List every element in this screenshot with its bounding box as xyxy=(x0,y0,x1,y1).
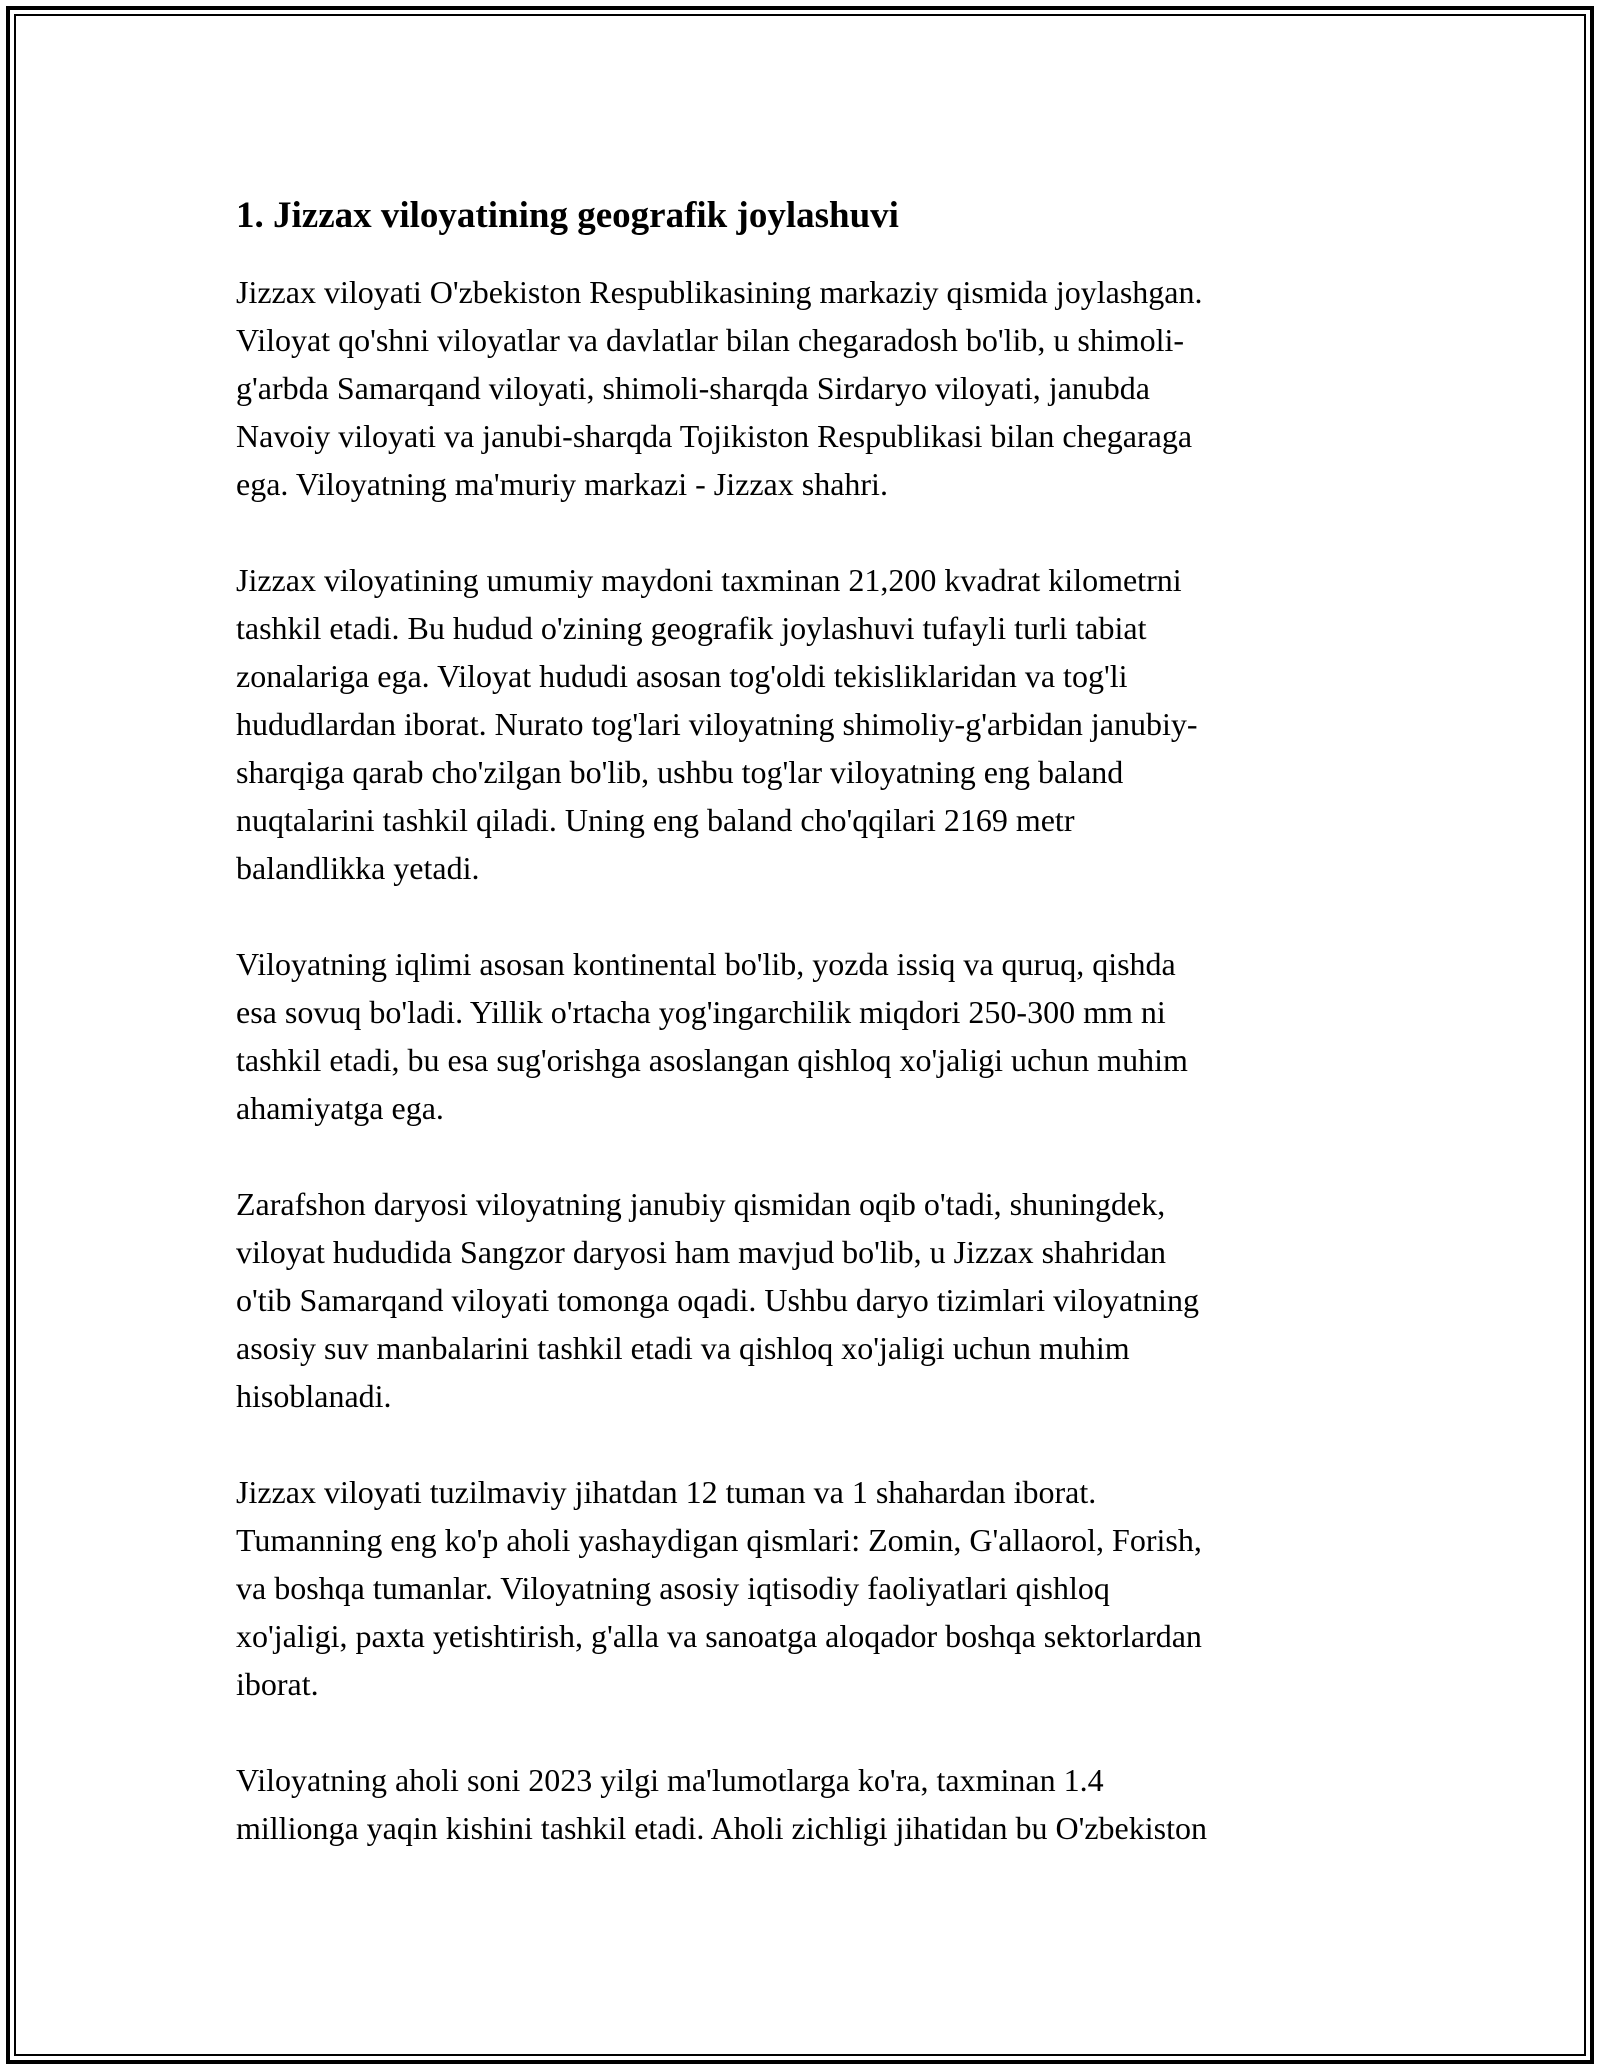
text-line: Viloyatning aholi soni 2023 yilgi ma'lumotlarga ko'ra, taxminan 1.4 xyxy=(236,1762,1104,1798)
text-line: o'tib Samarqand viloyati tomonga oqadi. Ushbu daryo tizimlari viloyatning xyxy=(236,1282,1199,1318)
text-line: Jizzax viloyati O'zbekiston Respublikasining markaziy qismida joylashgan. xyxy=(236,274,1203,310)
text-line: tashkil etadi. Bu hudud o'zining geografik joylashuvi tufayli turli tabiat xyxy=(236,610,1147,646)
paragraph-location xyxy=(236,268,1356,508)
text-line: Viloyatning iqlimi asosan kontinental bo'lib, yozda issiq va quruq, qishda xyxy=(236,946,1176,982)
document-body xyxy=(236,186,1356,1900)
text-line: g'arbda Samarqand viloyati, shimoli-sharqda Sirdaryo viloyati, janubda xyxy=(236,370,1150,406)
paragraph-rivers xyxy=(236,1180,1356,1420)
text-line: millionga yaqin kishini tashkil etadi. Aholi zichligi jihatidan bu O'zbekiston xyxy=(236,1810,1207,1846)
text-line: asosiy suv manbalarini tashkil etadi va qishloq xo'jaligi uchun muhim xyxy=(236,1330,1130,1366)
text-line: va boshqa tumanlar. Viloyatning asosiy iqtisodiy faoliyatlari qishloq xyxy=(236,1570,1110,1606)
text-line: Jizzax viloyatining umumiy maydoni taxminan 21,200 kvadrat kilometrni xyxy=(236,562,1182,598)
text-line: Tumanning eng ko'p aholi yashaydigan qismlari: Zomin, G'allaorol, Forish, xyxy=(236,1522,1202,1558)
text-line: viloyat hududida Sangzor daryosi ham mavjud bo'lib, u Jizzax shahridan xyxy=(236,1234,1167,1270)
text-line: nuqtalarini tashkil qiladi. Uning eng baland cho'qqilari 2169 metr xyxy=(236,802,1075,838)
text-line: iborat. xyxy=(236,1666,319,1702)
text-line: balandlikka yetadi. xyxy=(236,850,480,886)
text-line: sharqiga qarab cho'zilgan bo'lib, ushbu tog'lar viloyatning eng baland xyxy=(236,754,1124,790)
text-line: ahamiyatga ega. xyxy=(236,1090,444,1126)
text-line: ega. Viloyatning ma'muriy markazi - Jizzax shahri. xyxy=(236,466,888,502)
paragraph-climate xyxy=(236,940,1356,1132)
text-line: tashkil etadi, bu esa sug'orishga asoslangan qishloq xo'jaligi uchun muhim xyxy=(236,1042,1188,1078)
text-line: Jizzax viloyati tuzilmaviy jihatdan 12 tuman va 1 shahardan iborat. xyxy=(236,1474,1097,1510)
text-line: hududlardan iborat. Nurato tog'lari viloyatning shimoliy-g'arbidan janubiy- xyxy=(236,706,1198,742)
text-line: hisoblanadi. xyxy=(236,1378,392,1414)
paragraph-area xyxy=(236,556,1356,892)
section-heading: 1. Jizzax viloyatining geografik joylashuvi xyxy=(236,195,899,236)
text-line: Viloyat qo'shni viloyatlar va davlatlar bilan chegaradosh bo'lib, u shimoli- xyxy=(236,322,1185,358)
paragraph-districts xyxy=(236,1468,1356,1708)
text-line: zonalariga ega. Viloyat hududi asosan tog'oldi tekisliklaridan va tog'li xyxy=(236,658,1128,694)
paragraph-population xyxy=(236,1756,1356,1852)
text-line: Navoiy viloyati va janubi-sharqda Tojikiston Respublikasi bilan chegaraga xyxy=(236,418,1193,454)
text-line: esa sovuq bo'ladi. Yillik o'rtacha yog'ingarchilik miqdori 250-300 mm ni xyxy=(236,994,1166,1030)
text-line: xo'jaligi, paxta yetishtirish, g'alla va sanoatga aloqador boshqa sektorlardan xyxy=(236,1618,1202,1654)
text-line: Zarafshon daryosi viloyatning janubiy qismidan oqib o'tadi, shuningdek, xyxy=(236,1186,1166,1222)
